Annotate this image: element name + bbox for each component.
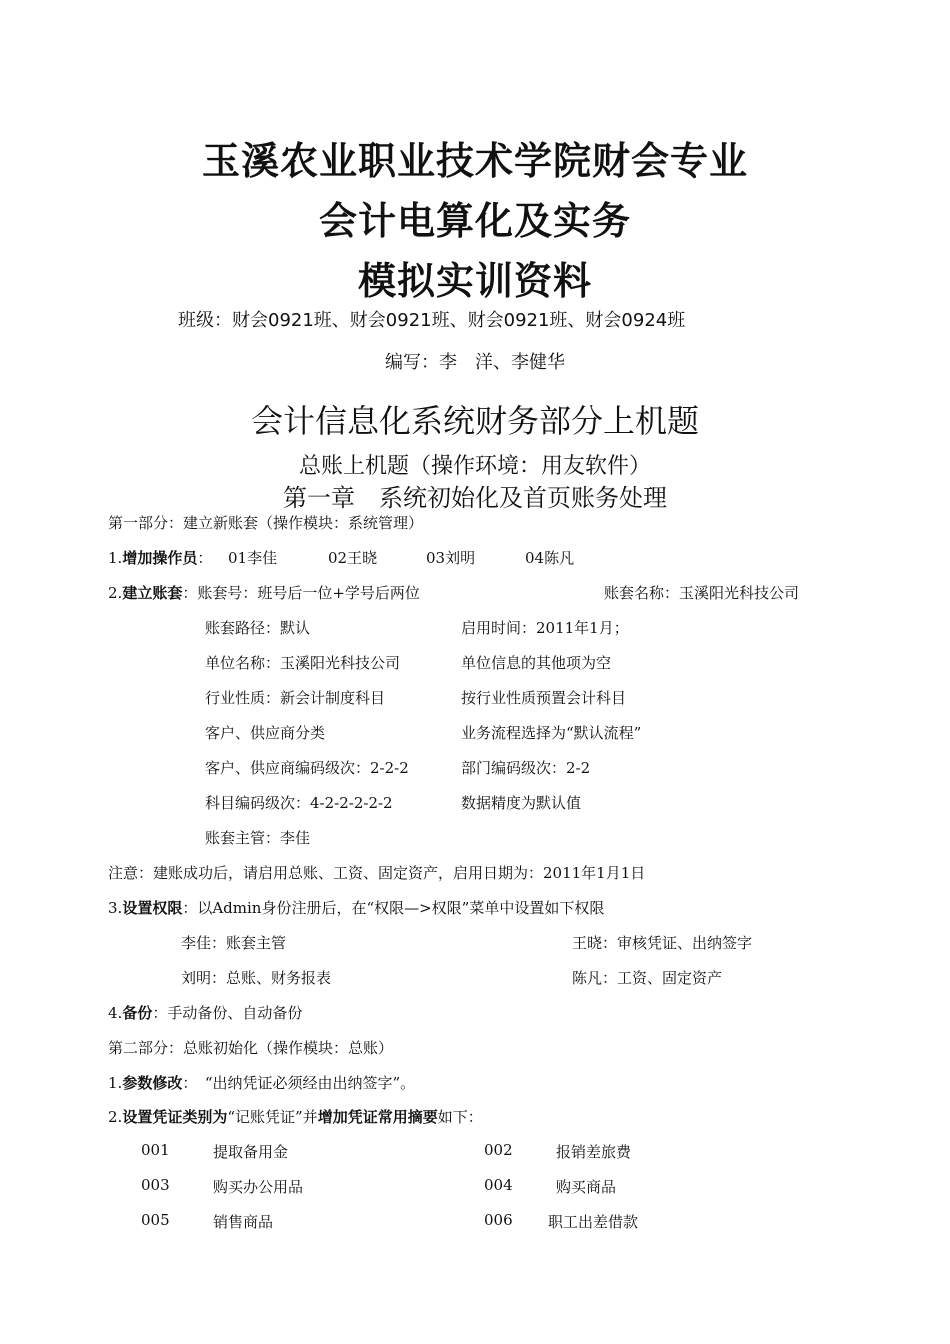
- item-label: 增加凭证常用摘要: [317, 1108, 438, 1126]
- item-label: 建立账套: [122, 584, 183, 602]
- summary-code: 003: [141, 1176, 170, 1194]
- setting-left: 客户、供应商分类: [205, 724, 326, 742]
- permission-left: 李佳：账套主管: [181, 934, 287, 952]
- permission-left: 刘明：总账、财务报表: [181, 969, 332, 987]
- sub-heading: 总账上机题（操作环境：用友软件）: [298, 454, 651, 479]
- setting-left: 账套主管：李佳: [205, 829, 311, 847]
- item-number: 2.: [108, 1108, 123, 1126]
- setting-left: 单位名称：玉溪阳光科技公司: [205, 654, 401, 672]
- operator-4: 04陈凡: [525, 549, 575, 567]
- item-colon: ：: [197, 549, 213, 567]
- title-line-2: 会计电算化及实务: [318, 199, 631, 243]
- main-heading: 会计信息化系统财务部分上机题: [250, 402, 699, 440]
- setting-left: 客户、供应商编码级次：2-2-2: [205, 759, 409, 777]
- summary-text: 提取备用金: [213, 1143, 289, 1161]
- item-number: 2.: [108, 584, 123, 602]
- part1-item1: [108, 547, 212, 568]
- item-label: 设置权限: [122, 899, 183, 917]
- part2-item1: [108, 1072, 415, 1093]
- operator-1: 01李佳: [228, 549, 278, 567]
- setting-left: 账套路径：默认: [205, 619, 311, 637]
- item-label: 备份: [122, 1004, 153, 1022]
- summary-code: 004: [484, 1176, 513, 1194]
- permission-right: 王晓：审核凭证、出纳签字: [572, 934, 753, 952]
- item-text: ：以Admin身份注册后，在“权限—>权限”菜单中设置如下权限: [182, 899, 605, 917]
- part2-title: 第二部分：总账初始化（操作模块：总账）: [108, 1039, 394, 1057]
- summary-text: 购买商品: [556, 1178, 617, 1196]
- summary-text: 职工出差借款: [548, 1213, 639, 1231]
- summary-text: 报销差旅费: [556, 1143, 632, 1161]
- setting-right: 业务流程选择为“默认流程”: [461, 724, 642, 742]
- authors: 编写：李 洋、李健华: [385, 352, 565, 373]
- permission-right: 陈凡：工资、固定资产: [572, 969, 723, 987]
- setting-left: 行业性质：新会计制度科目: [205, 689, 386, 707]
- item-number: 4.: [108, 1004, 123, 1022]
- item-number: 1.: [108, 549, 123, 567]
- item-text: ：账套号：班号后一位+学号后两位: [182, 584, 420, 602]
- setup-note: 注意：建账成功后，请启用总账、工资、固定资产，启用日期为：2011年1月1日: [108, 864, 646, 882]
- item-text: ： “出纳凭证必须经由出纳签字”。: [182, 1074, 416, 1092]
- summary-text: 购买办公用品: [213, 1178, 304, 1196]
- title-line-3: 模拟实训资料: [357, 259, 592, 303]
- summary-code: 001: [141, 1141, 170, 1159]
- item-connector: 并: [302, 1108, 318, 1126]
- part1-item3: [108, 897, 604, 918]
- item-number: 3.: [108, 899, 123, 917]
- class-list: 班级：财会0921班、财会0921班、财会0921班、财会0924班: [178, 310, 686, 331]
- setting-right: 部门编码级次：2-2: [461, 759, 591, 777]
- operator-3: 03刘明: [426, 549, 476, 567]
- setting-right: 单位信息的其他项为空: [461, 654, 612, 672]
- part1-item4: [108, 1002, 302, 1023]
- summary-code: 006: [484, 1211, 513, 1229]
- setting-right: 数据精度为默认值: [461, 794, 582, 812]
- part2-item2: [108, 1106, 483, 1127]
- title-line-1: 玉溪农业职业技术学院财会专业: [201, 139, 748, 183]
- summary-code: 002: [484, 1141, 513, 1159]
- setting-left: 科目编码级次：4-2-2-2-2-2: [205, 794, 393, 812]
- item-number: 1.: [108, 1074, 123, 1092]
- setting-right: 启用时间：2011年1月；: [461, 619, 629, 637]
- summary-text: 销售商品: [213, 1213, 274, 1231]
- setting-right: 按行业性质预置会计科目: [461, 689, 627, 707]
- item-label: 设置凭证类别为: [122, 1108, 228, 1126]
- operator-2: 02王晓: [328, 549, 378, 567]
- item-label: 增加操作员: [122, 549, 198, 567]
- item-label: 参数修改: [122, 1074, 183, 1092]
- part1-item2: [108, 582, 420, 603]
- chapter-heading: 第一章 系统初始化及首页账务处理: [283, 484, 667, 512]
- item-text: ：手动备份、自动备份: [152, 1004, 303, 1022]
- part1-title: 第一部分：建立新账套（操作模块：系统管理）: [108, 514, 424, 532]
- voucher-type: “记账凭证”: [227, 1108, 303, 1126]
- item-text: 如下：: [437, 1108, 483, 1126]
- summary-code: 005: [141, 1211, 170, 1229]
- account-set-name: 账套名称：玉溪阳光科技公司: [604, 584, 800, 602]
